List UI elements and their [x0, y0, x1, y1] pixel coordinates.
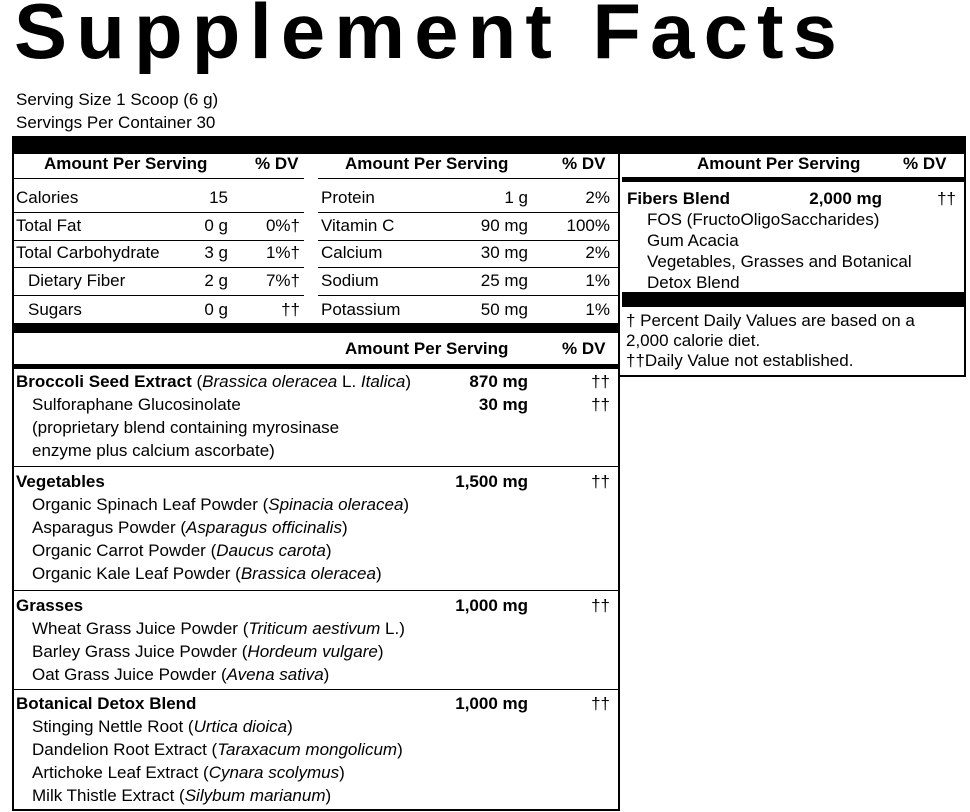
ingredient-item: Barley Grass Juice Powder (Hordeum vulgare) [32, 642, 384, 661]
fibers-item: Gum Acacia [647, 231, 739, 250]
botanical-dv: †† [591, 694, 610, 713]
nutrient-name: Sodium [321, 271, 379, 290]
ingredient-common-name: Artichoke Leaf Extract [32, 763, 199, 782]
nutrient-name: Protein [321, 188, 375, 207]
nutrient-row-rule [318, 295, 618, 296]
ingredient-latin-name: Asparagus officinalis [186, 518, 342, 537]
broccoli-note-1: (proprietary blend containing myrosinase [32, 418, 340, 437]
ingredient-latin-name: Cynara scolymus [208, 763, 340, 782]
ingredient-latin-name: Silybum marianum [184, 786, 326, 805]
nutrient-dv: 7%† [265, 271, 300, 290]
header-amount-ingredients: Amount Per Serving [345, 339, 509, 358]
nutrient-row-rule [318, 212, 618, 213]
ingredient-common-name: Milk Thistle Extract [32, 786, 175, 805]
broccoli-note-2: enzyme plus calcium ascorbate) [32, 441, 275, 460]
grasses-dv: †† [591, 596, 610, 615]
nutrient-name: Calories [16, 188, 79, 207]
broccoli-latin2: Italica [360, 372, 406, 391]
ingredient-latin-name: Taraxacum mongolicum [217, 740, 398, 759]
top-thick-bar [12, 136, 966, 154]
nutrient-amount: 30 mg [480, 243, 528, 262]
sulforaphane-amount: 30 mg [478, 395, 528, 414]
nutrient-amount: 0 g [204, 216, 228, 235]
nutrient-dv: 2% [585, 188, 610, 207]
mid-thick-bar [12, 323, 620, 333]
fibers-name: Fibers Blend [627, 189, 730, 208]
botanical-name: Botanical Detox Blend [16, 694, 197, 713]
header-dv-right: % DV [903, 154, 947, 173]
header-rule-right [622, 177, 964, 182]
ingredient-latin-name: Daucus carota [216, 541, 326, 560]
nutrient-row-rule [14, 212, 304, 213]
label-title: Supplement Facts [14, 0, 847, 75]
nutrient-amount: 25 mg [480, 271, 528, 290]
ingredient-latin-name: Spinacia oleracea [268, 495, 404, 514]
header-rule-left [14, 178, 304, 179]
sulforaphane-dv: †† [591, 395, 610, 414]
nutrient-dv: 100% [566, 216, 610, 235]
ingredient-item: Oat Grass Juice Powder (Avena sativa) [32, 665, 330, 684]
ingredient-latin-name: Brassica oleracea [240, 564, 376, 583]
nutrient-dv: 1% [585, 271, 610, 290]
nutrient-amount: 0 g [204, 300, 228, 319]
footnote-double-dagger: ††Daily Value not established. [626, 351, 854, 370]
nutrient-row-rule [318, 267, 618, 268]
fibers-item: Vegetables, Grasses and Botanical [647, 252, 912, 271]
section-rule-3 [14, 689, 618, 690]
ingredient-item: Artichoke Leaf Extract (Cynara scolymus) [32, 763, 345, 782]
footnote-dagger-2: 2,000 calorie diet. [626, 331, 761, 350]
header-amount-left: Amount Per Serving [44, 154, 208, 173]
broccoli-name: Broccoli Seed Extract [16, 372, 192, 391]
nutrient-dv: †† [281, 300, 300, 319]
nutrient-amount: 1 g [504, 188, 528, 207]
fibers-item: Detox Blend [647, 273, 740, 292]
header-rule-mid [318, 178, 618, 179]
vegetables-name: Vegetables [16, 472, 105, 491]
nutrient-amount: 15 [209, 188, 228, 207]
ingredient-latin-suffix: L. [380, 619, 400, 638]
section-rule-1 [14, 466, 618, 467]
nutrient-amount: 90 mg [480, 216, 528, 235]
nutrient-amount: 2 g [204, 271, 228, 290]
nutrient-row-rule [14, 267, 304, 268]
ingredient-item: Dandelion Root Extract (Taraxacum mongolicum) [32, 740, 403, 759]
nutrient-name: Calcium [321, 243, 383, 262]
broccoli-row [16, 372, 411, 392]
ingredient-item: Stinging Nettle Root (Urtica dioica) [32, 717, 293, 736]
broccoli-open: ( [191, 372, 203, 391]
broccoli-dv: †† [591, 372, 610, 391]
ingredient-common-name: Asparagus Powder [32, 518, 176, 537]
nutrient-dv: 1%† [265, 243, 300, 262]
fibers-dv: †† [937, 189, 956, 208]
servings-per-container: Servings Per Container 30 [16, 113, 216, 132]
header-dv-ingredients: % DV [562, 339, 606, 358]
grasses-name: Grasses [16, 596, 84, 615]
nutrient-row-rule [14, 295, 304, 296]
ingredient-item: Asparagus Powder (Asparagus officinalis) [32, 518, 348, 537]
grasses-amount: 1,000 mg [455, 596, 528, 615]
ingredient-item: Milk Thistle Extract (Silybum marianum) [32, 786, 332, 805]
botanical-amount: 1,000 mg [455, 694, 528, 713]
header-dv-left: % DV [255, 154, 299, 173]
ingredient-common-name: Organic Spinach Leaf Powder [32, 495, 258, 514]
header-dv-mid: % DV [562, 154, 606, 173]
ingredient-common-name: Organic Kale Leaf Powder [32, 564, 231, 583]
fibers-amount: 2,000 mg [809, 189, 882, 208]
nutrient-amount: 3 g [204, 243, 228, 262]
ingredient-item: Wheat Grass Juice Powder (Triticum aestivum L.) [32, 619, 405, 638]
broccoli-latin: Brassica oleracea [202, 372, 338, 391]
ingredient-common-name: Organic Carrot Powder [32, 541, 206, 560]
sulforaphane-name: Sulforaphane Glucosinolate [32, 395, 241, 414]
section-rule-2 [14, 590, 618, 591]
nutrient-name: Potassium [321, 300, 401, 319]
footnote-dagger-1: † Percent Daily Values are based on a [626, 311, 915, 330]
ingredient-common-name: Dandelion Root Extract [32, 740, 207, 759]
ingredient-common-name: Barley Grass Juice Powder [32, 642, 238, 661]
ingredient-latin-name: Triticum aestivum [248, 619, 381, 638]
ingredient-common-name: Stinging Nettle Root [32, 717, 184, 736]
ingredient-common-name: Oat Grass Juice Powder [32, 665, 217, 684]
nutrient-name: Vitamin C [321, 216, 395, 235]
ingredients-header-rule [14, 364, 618, 369]
ingredient-latin-name: Hordeum vulgare [247, 642, 378, 661]
header-amount-right: Amount Per Serving [697, 154, 861, 173]
vegetables-amount: 1,500 mg [455, 472, 528, 491]
ingredient-item: Organic Spinach Leaf Powder (Spinacia oleracea) [32, 495, 410, 514]
broccoli-close: ) [405, 372, 411, 391]
nutrient-dv: 1% [585, 300, 610, 319]
nutrient-name: Dietary Fiber [28, 271, 126, 290]
fibers-item: FOS (FructoOligoSaccharides) [647, 210, 880, 229]
nutrient-name: Sugars [28, 300, 82, 319]
nutrient-name: Total Carbohydrate [16, 243, 160, 262]
nutrient-dv: 0%† [265, 216, 300, 235]
header-amount-mid: Amount Per Serving [345, 154, 509, 173]
ingredient-common-name: Wheat Grass Juice Powder [32, 619, 238, 638]
nutrient-row-rule [318, 240, 618, 241]
fibers-bottom-bar [622, 292, 964, 307]
nutrient-row-rule [14, 240, 304, 241]
ingredient-item: Organic Carrot Powder (Daucus carota) [32, 541, 332, 560]
ingredient-item: Organic Kale Leaf Powder (Brassica oleracea) [32, 564, 382, 583]
ingredient-latin-name: Avena sativa [226, 665, 324, 684]
vegetables-dv: †† [591, 472, 610, 491]
broccoli-latin-tail: L. [337, 372, 361, 391]
nutrient-name: Total Fat [16, 216, 82, 235]
ingredient-latin-name: Urtica dioica [193, 717, 288, 736]
nutrient-dv: 2% [585, 243, 610, 262]
broccoli-amount: 870 mg [469, 372, 528, 391]
serving-size: Serving Size 1 Scoop (6 g) [16, 90, 219, 109]
nutrient-amount: 50 mg [480, 300, 528, 319]
